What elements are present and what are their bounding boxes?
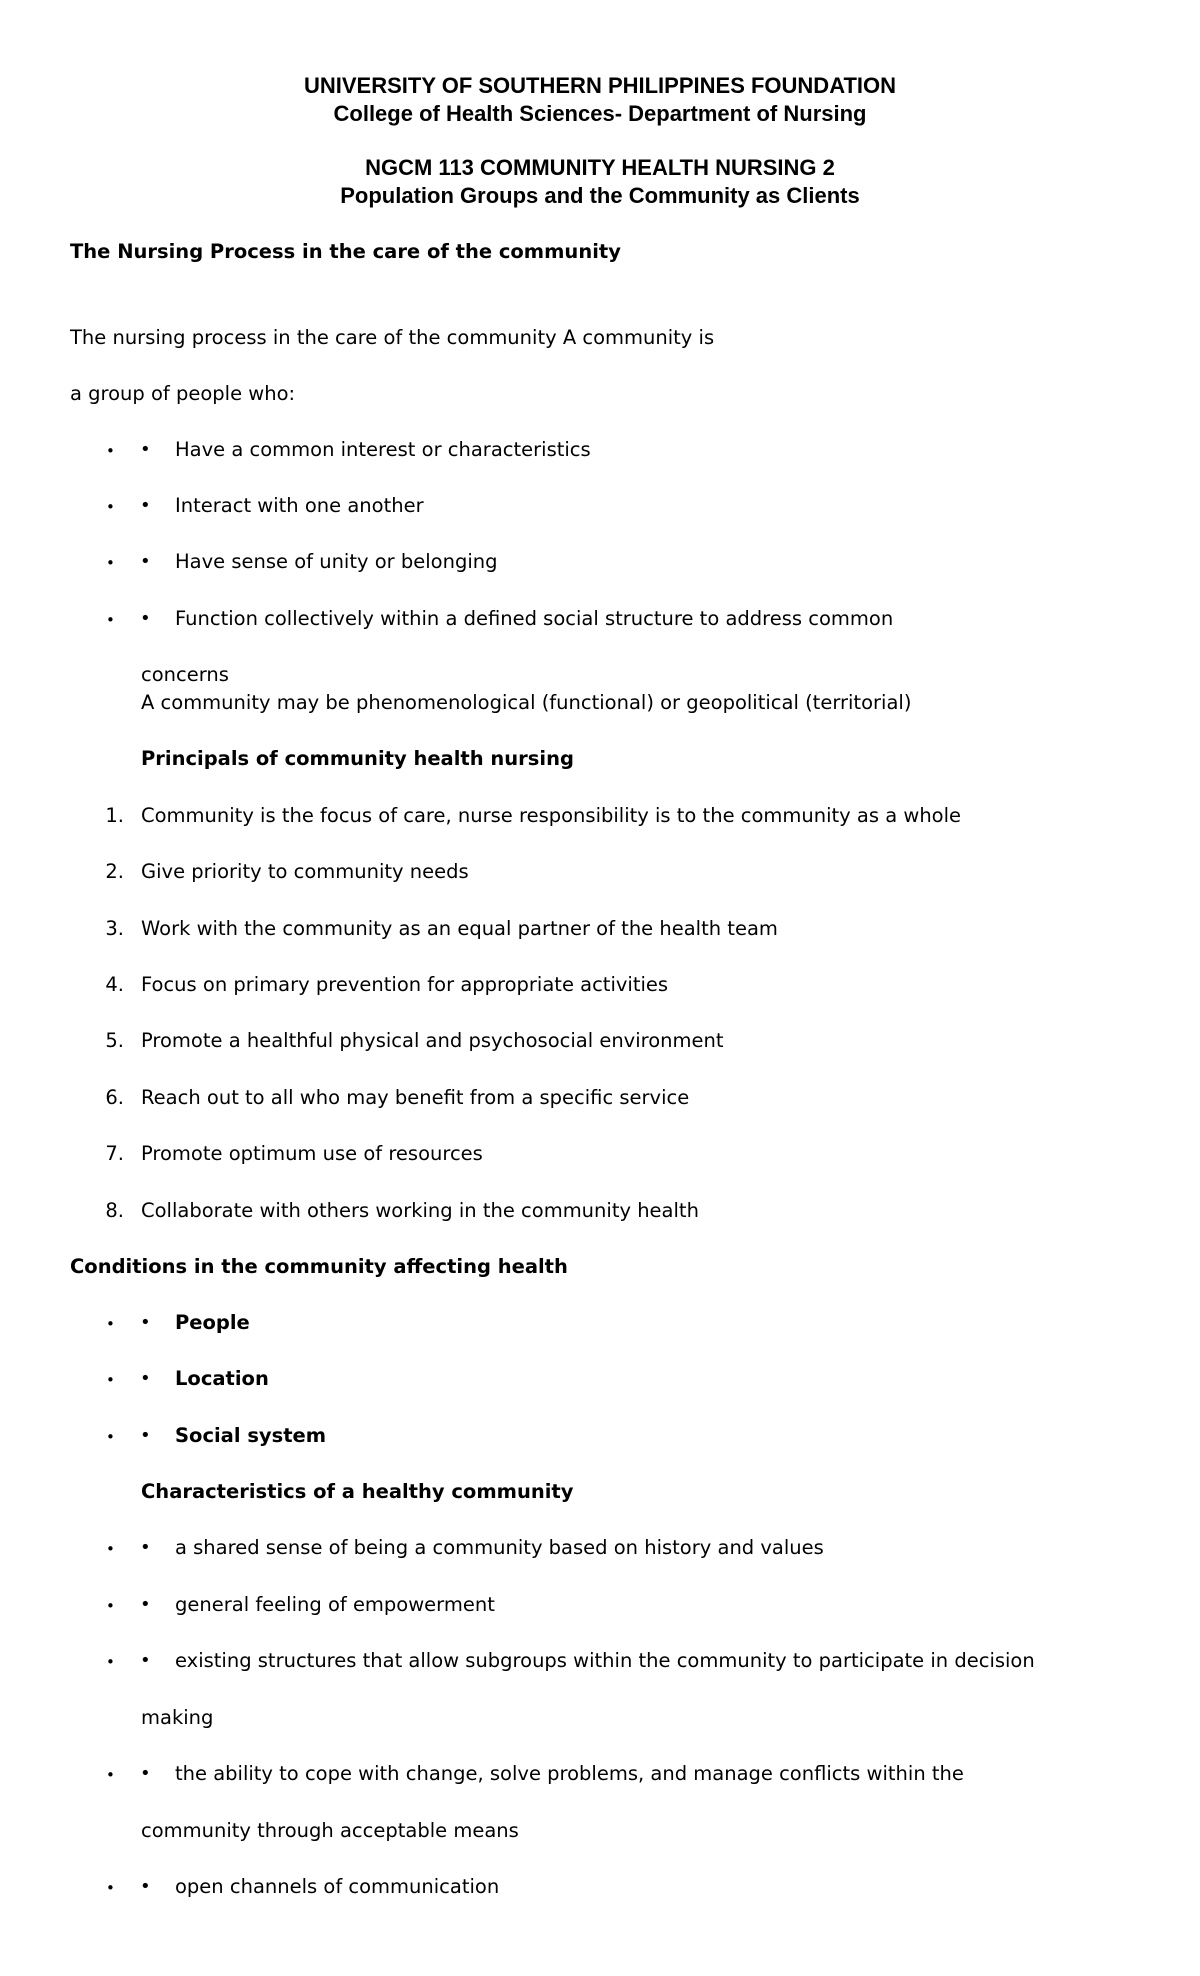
bullet-icon: • [106,611,115,629]
list-item: Have a common interest or characteristics [175,438,591,461]
section-heading-principles: Principals of community health nursing [141,747,574,770]
list-item-continuation: community through acceptable means [141,1819,519,1842]
list-item: the ability to cope with change, solve problems, and manage conflicts within the [175,1762,964,1785]
list-item: Promote optimum use of resources [141,1142,483,1165]
bullet-icon: • [140,1594,151,1615]
bullet-icon: • [140,551,151,572]
list-item-continuation: making [141,1706,214,1729]
bullet-icon: • [140,1312,151,1333]
bullet-icon: • [106,1540,115,1558]
list-item: Community is the focus of care, nurse responsibility is to the community as a whole [141,804,962,827]
list-item: Function collectively within a defined social structure to address common [175,607,894,630]
list-number: 1. [105,804,124,827]
list-item: Location [175,1367,269,1390]
list-number: 8. [105,1199,124,1222]
community-types-note: A community may be phenomenological (functional) or geopolitical (territorial) [141,691,912,714]
bullet-icon: • [106,442,115,460]
section-heading-conditions: Conditions in the community affecting health [70,1255,568,1278]
list-number: 6. [105,1086,124,1109]
bullet-icon: • [106,554,115,572]
bullet-icon: • [106,1315,115,1333]
list-item: a shared sense of being a community based on history and values [175,1536,824,1559]
list-item: Work with the community as an equal partner of the health team [141,917,778,940]
list-item: general feeling of empowerment [175,1593,495,1616]
university-name: UNIVERSITY OF SOUTHERN PHILIPPINES FOUNDATION [303,73,896,98]
list-item: Collaborate with others working in the community health [141,1199,699,1222]
bullet-icon: • [106,1597,115,1615]
bullet-icon: • [140,1537,151,1558]
bullet-icon: • [106,1879,115,1897]
list-item: Have sense of unity or belonging [175,550,498,573]
list-number: 4. [105,973,124,996]
bullet-icon: • [106,1428,115,1446]
list-item-continuation: concerns [141,663,229,686]
bullet-icon: • [140,1763,151,1784]
list-item: Give priority to community needs [141,860,469,883]
bullet-icon: • [140,439,151,460]
bullet-icon: • [140,608,151,629]
bullet-icon: • [106,1371,115,1389]
bullet-icon: • [140,1650,151,1671]
college-name: College of Health Sciences- Department of Nursing [333,101,867,126]
list-item: Reach out to all who may benefit from a specific service [141,1086,690,1109]
bullet-icon: • [106,1766,115,1784]
bullet-icon: • [140,1368,151,1389]
bullet-icon: • [140,1425,151,1446]
list-number: 7. [105,1142,124,1165]
bullet-icon: • [140,1876,151,1897]
list-item: People [175,1311,250,1334]
bullet-icon: • [140,495,151,516]
list-item: Promote a healthful physical and psychosocial environment [141,1029,724,1052]
list-number: 5. [105,1029,124,1052]
list-item: Social system [175,1424,327,1447]
list-number: 3. [105,917,124,940]
section-heading-nursing-process: The Nursing Process in the care of the community [70,240,621,263]
bullet-icon: • [106,498,115,516]
intro-line-2: a group of people who: [70,382,296,405]
intro-line-1: The nursing process in the care of the community A community is [70,326,715,349]
bullet-icon: • [106,1653,115,1671]
list-item: Interact with one another [175,494,424,517]
list-item: existing structures that allow subgroups within the community to participate in decision [175,1649,1035,1672]
list-item: Focus on primary prevention for appropriate activities [141,973,669,996]
list-item: open channels of communication [175,1875,500,1898]
section-heading-healthy-community: Characteristics of a healthy community [141,1480,574,1503]
course-title: NGCM 113 COMMUNITY HEALTH NURSING 2 [365,155,835,180]
topic-title: Population Groups and the Community as Clients [340,183,860,208]
list-number: 2. [105,860,124,883]
